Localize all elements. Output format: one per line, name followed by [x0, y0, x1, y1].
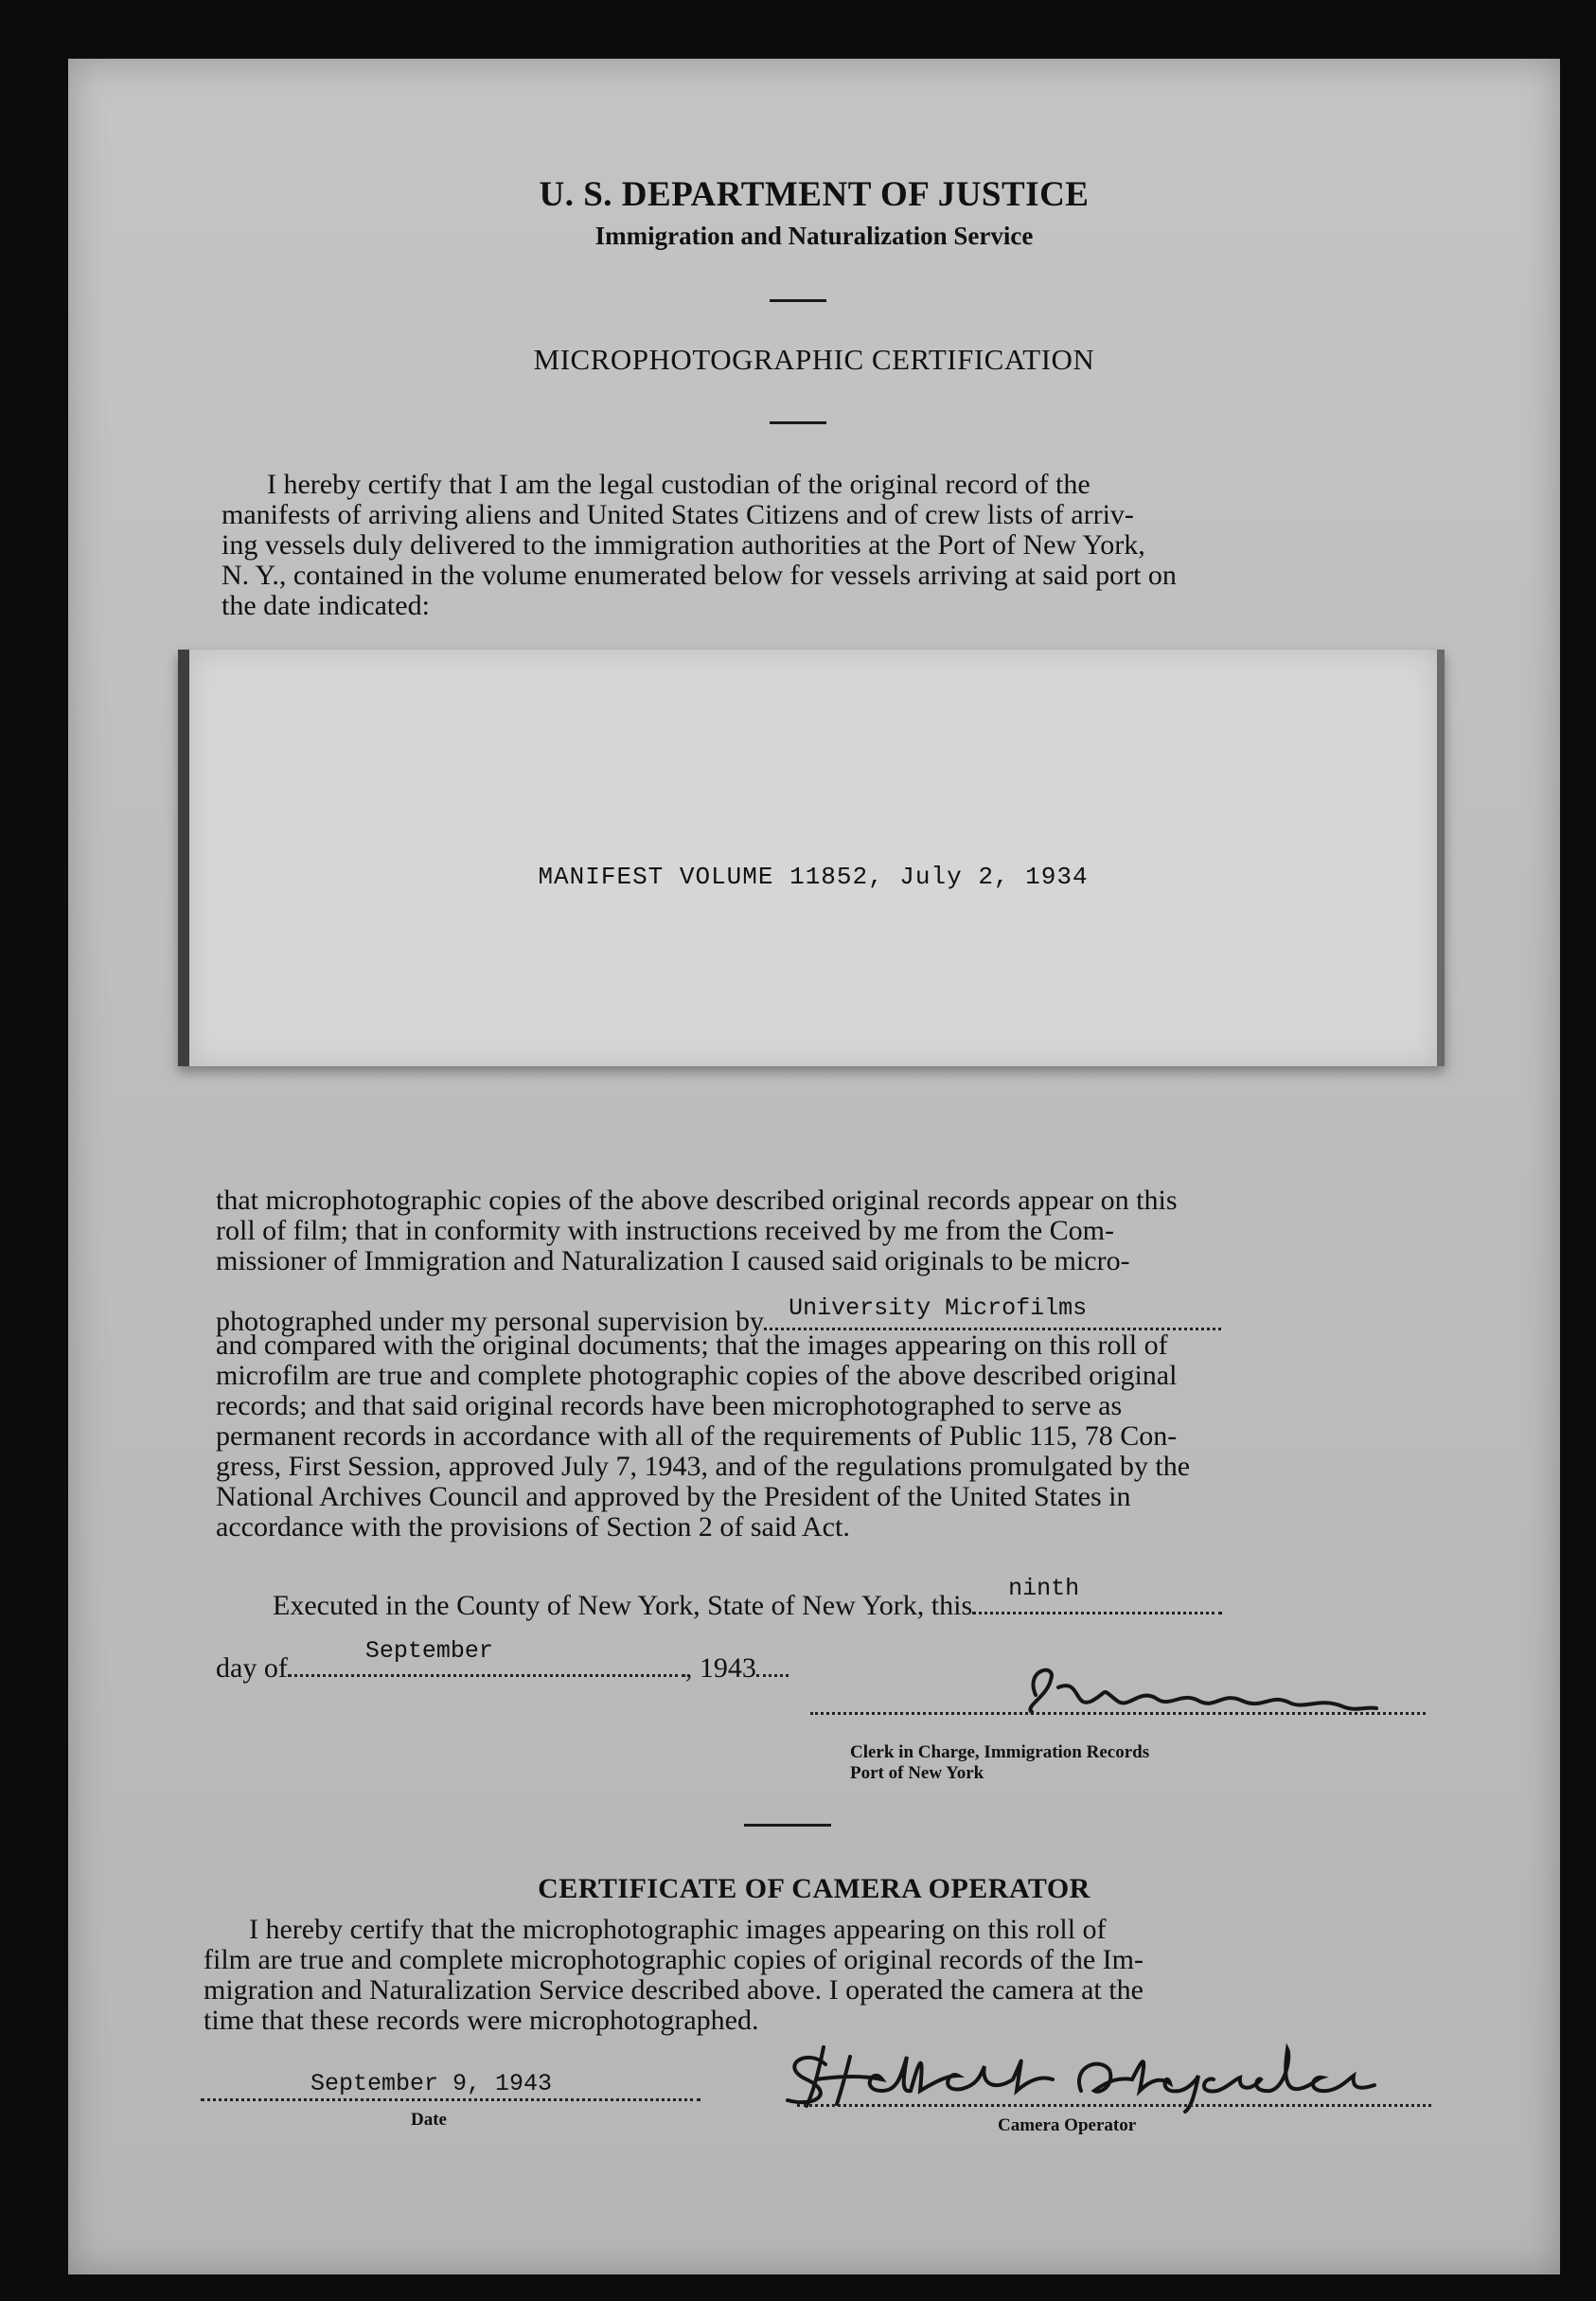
- body-line: that microphotographic copies of the above described original records appear on this: [216, 1185, 1178, 1216]
- intro-line: manifests of arriving aliens and United States Citizens and of crew lists of arriv-: [222, 499, 1134, 530]
- supervision-field: [764, 1294, 1221, 1330]
- department-title: U. S. DEPARTMENT OF JUSTICE: [539, 175, 1090, 214]
- divider: [770, 421, 826, 424]
- service-subtitle: Immigration and Naturalization Service: [594, 222, 1034, 250]
- date-label: Date: [411, 2110, 447, 2130]
- intro-line: I hereby certify that I am the legal custodian of the original record of the: [267, 469, 1091, 500]
- executed-prefix: Executed in the County of New York, State of New York, this: [273, 1590, 973, 1621]
- body-line: accordance with the provisions of Section 2 of said Act.: [216, 1511, 850, 1543]
- intro-line: ing vessels duly delivered to the immigration authorities at the Port of New York,: [222, 529, 1145, 561]
- intro-line: the date indicated:: [222, 590, 430, 621]
- month-value: September: [364, 1637, 493, 1665]
- body-line: permanent records in accordance with all of the requirements of Public 115, 78 Con-: [216, 1420, 1178, 1452]
- certificate-page: [68, 59, 1560, 2274]
- body-line: records; and that said original records have been microphotographed to serve as: [216, 1390, 1123, 1421]
- body-paragraph: [216, 1186, 1452, 1276]
- date-line: [216, 1637, 789, 1684]
- manifest-volume-text: MANIFEST VOLUME 11852, July 2, 1934: [538, 863, 1089, 891]
- operator-signature-line: [797, 2104, 1431, 2107]
- body-line: roll of film; that in conformity with instructions received by me from the Com-: [216, 1215, 1114, 1246]
- year-prefix: , 194: [684, 1652, 742, 1684]
- day-field: [972, 1575, 1222, 1614]
- year-value: 3: [741, 1652, 756, 1684]
- supervision-value: University Microfilms: [789, 1294, 1088, 1322]
- camera-line: time that these records were microphotographed.: [204, 2005, 759, 2036]
- body-line: and compared with the original documents; that the images appearing on this roll of: [216, 1329, 1168, 1361]
- operator-date-value: September 9, 1943: [310, 2070, 553, 2097]
- executed-line: [273, 1575, 1222, 1621]
- camera-certificate-title: CERTIFICATE OF CAMERA OPERATOR: [538, 1873, 1091, 1904]
- clerk-signature: [967, 1659, 1498, 1725]
- supervision-prefix: photographed under my personal supervision by: [216, 1306, 765, 1337]
- camera-line: film are true and complete microphotographic copies of original records of the Im-: [204, 1944, 1144, 1975]
- camera-operator-label: Camera Operator: [998, 2115, 1137, 2135]
- divider: [744, 1824, 831, 1827]
- clerk-title: Clerk in Charge, Immigration Records: [850, 1742, 1150, 1762]
- operator-signature: [769, 2038, 1450, 2114]
- body-line: National Archives Council and approved by the President of the United States in: [216, 1481, 1131, 1512]
- body-line: gress, First Session, approved July 7, 1943, and of the regulations promulgated by the: [216, 1451, 1191, 1482]
- camera-paragraph: [204, 1915, 1440, 2036]
- body-line: microfilm are true and complete photographic copies of the above described original: [216, 1360, 1178, 1391]
- body-line: missioner of Immigration and Naturalization I caused said originals to be micro-: [216, 1245, 1130, 1276]
- certification-title: MICROPHOTOGRAPHIC CERTIFICATION: [533, 343, 1095, 376]
- intro-paragraph: [222, 470, 1460, 621]
- intro-line: N. Y., contained in the volume enumerated below for vessels arriving at said port on: [222, 560, 1177, 591]
- camera-line: migration and Naturalization Service described above. I operated the camera at the: [204, 1974, 1144, 2006]
- camera-line: I hereby certify that the microphotographic images appearing on this roll of: [249, 1914, 1107, 1945]
- year-dots: [756, 1648, 789, 1677]
- body-paragraph-continued: [216, 1330, 1452, 1543]
- month-field: [288, 1637, 685, 1677]
- day-of-label: day of: [216, 1652, 288, 1684]
- day-value: ninth: [1008, 1575, 1080, 1602]
- date-field-line: [201, 2098, 700, 2101]
- manifest-card: [178, 650, 1445, 1066]
- divider: [770, 299, 826, 302]
- clerk-signature-line: [810, 1712, 1426, 1715]
- clerk-port: Port of New York: [850, 1763, 984, 1783]
